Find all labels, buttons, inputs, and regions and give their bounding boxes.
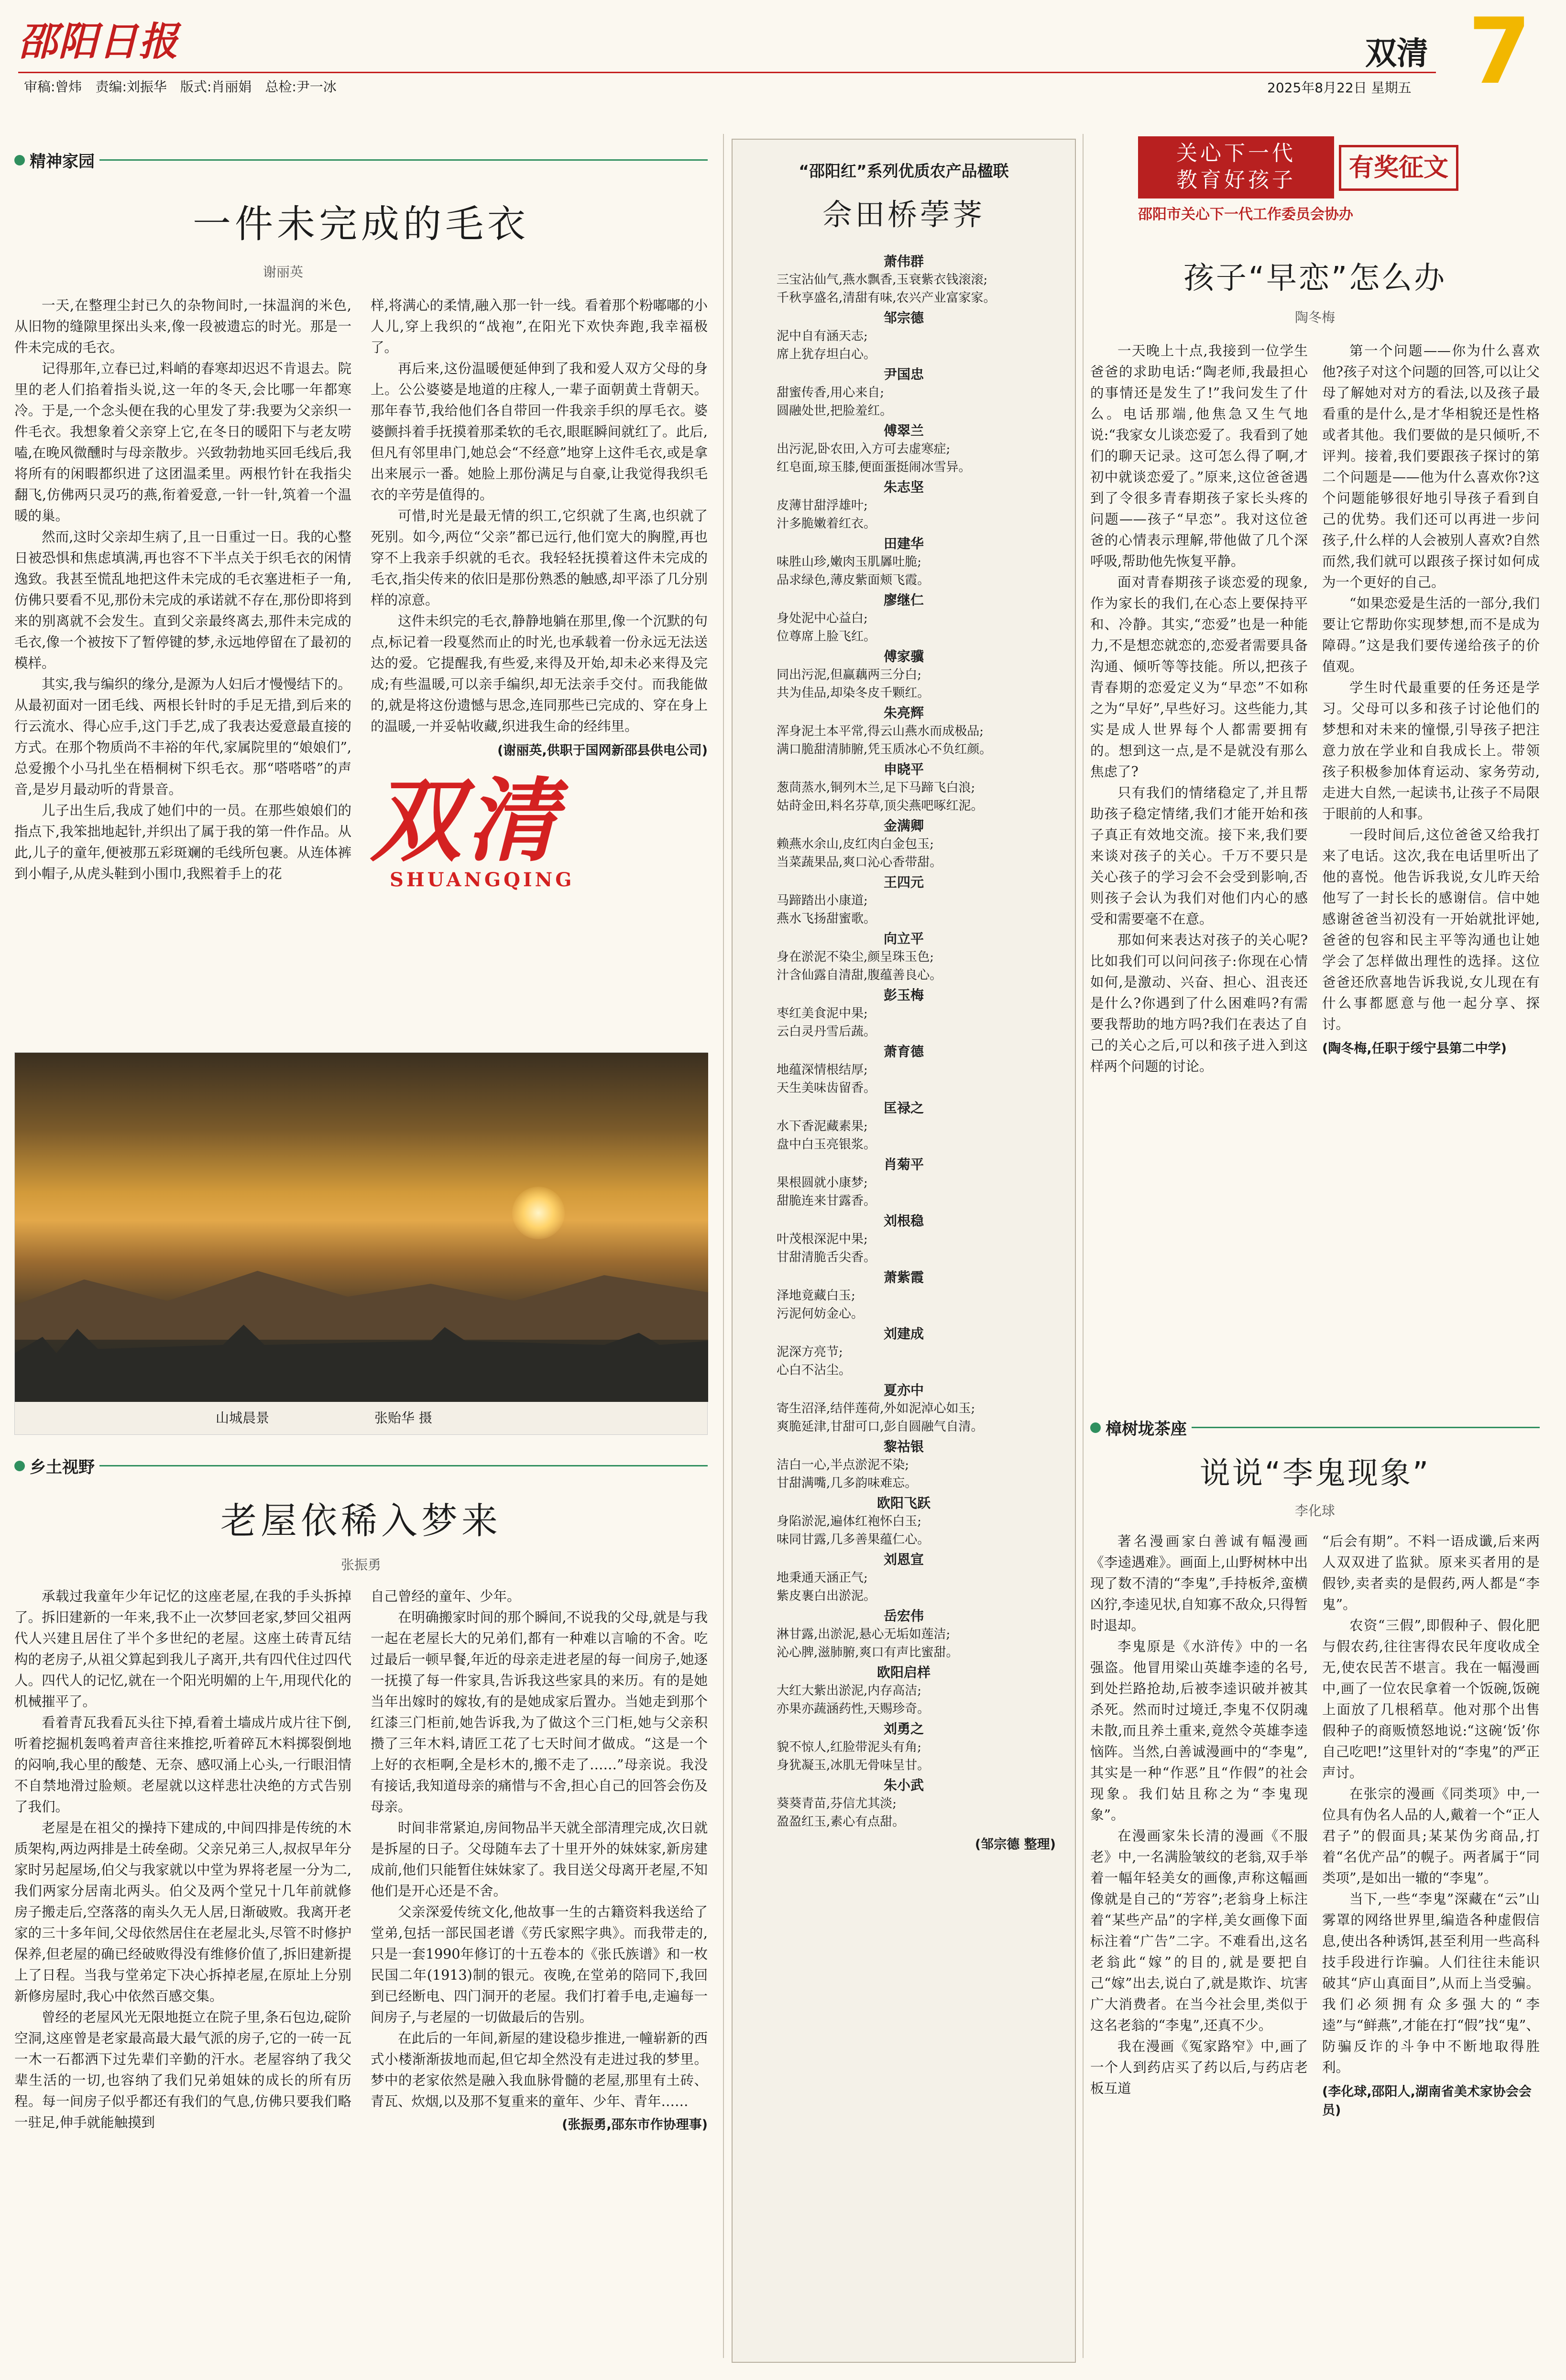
couplet-author: 夏亦中 (883, 1382, 924, 1398)
rule-left (723, 134, 724, 2358)
couplet-author: 傅翠兰 (883, 423, 924, 439)
banner-box (1138, 136, 1334, 198)
couplet-line: 身在淤泥不染尘,颜呈珠玉色; (777, 950, 934, 964)
couplet-line: 味同甘露,几多善果蕴仁心。 (777, 1532, 930, 1547)
couplet-author: 朱小武 (883, 1777, 924, 1793)
couplet-line: 亦果亦蔬涵药性,天赐珍奇。 (777, 1702, 930, 1716)
couplet-author: 朱亮辉 (883, 705, 924, 721)
couplet-entry (752, 253, 1056, 307)
article-author: 张振勇 (340, 1557, 381, 1573)
paragraph: 一段时间后,这位爸爸又给我打来了电话。这次,我在电话里听出了他的喜悦。他告诉我说,女儿昨天给他写了一封长长的感谢信。信中她感谢爸爸当初没有一开始就批评她,爸爸的包容和民主平等沟通也让她学会了怎样做出理性的选择。这位爸爸还欣喜地告诉我说,女儿现在有什么事都愿意与他一起分享、探讨。 (1322, 827, 1540, 1032)
column-jingshen (14, 148, 708, 172)
paragraph: 在张宗的漫画《同类项》中,一位具有伪名人品的人,戴着一个“正人君子”的假面具;某某伪劣商品,打着“名优产品”的幌子。两者属于“同类项”,是如出一辙的“李鬼”。 (1322, 1786, 1540, 1886)
couplet-line: 身犹凝玉,冰肌无骨味呈甘。 (777, 1758, 930, 1773)
paragraph: 第一个问题——你为什么喜欢他?孩子对这个问题的回答,可以让父母了解她对对方的看法,以及孩子最看重的是什么,是才华相貌还是性格或者其他。我们要做的是只倾听,不评判。接着,我们要跟孩子探讨的第二个问题是——他为什么喜欢你?这个问题能够很好地引导孩子看到自己的优势。我们还可以再进一步问孩子,什么样的人会被别人喜欢?自然而然,我们就可以跟孩子探讨如何成为一个更好的自己。 (1322, 343, 1540, 590)
column-dot-icon (14, 1461, 25, 1471)
couplet-line: 紫皮裹白出淤泥。 (777, 1589, 876, 1603)
couplet-line: 味胜山珍,嫩肉玉肌羼吐脆; (777, 555, 922, 569)
couplet-entry (752, 478, 1056, 533)
couplet-author: 萧伟群 (883, 253, 924, 269)
column-label: 精神家园 (30, 152, 95, 171)
page-number: 7 (1468, 0, 1532, 104)
paragraph: 父亲深爱传统文化,他故事一生的古籍资料我送给了堂弟,包括一部民国老谱《劳氏家熙字典》。而我带走的,只是一套1990年修订的十五卷本的《张氏族谱》和一枚民国二年(1913)制的银元。夜晚,在堂弟的陪同下,我回到已经断电、四门洞开的老屋。我们打着手电,走遍每一间房子,与老屋的一切做最后的告别。 (371, 1904, 708, 2025)
masthead-rule (18, 72, 1436, 73)
couplet-author: 欧阳飞跃 (876, 1495, 931, 1511)
paragraph: 那如何来表达对孩子的关心呢?比如我们可以问问孩子:你现在心情如何,是激动、兴奋、担心、沮丧还是什么?你遇到了什么困难吗?有需要我帮助的地方吗?我们在表达了自己的关心之后,可以和孩子进入到这样两个问题的讨论。 (1090, 932, 1308, 1074)
caption-text: 山城晨景 (216, 1410, 270, 1426)
paragraph: 这件未织完的毛衣,静静地躺在那里,像一个沉默的句点,标记着一段戛然而止的时光,也承载着一份永远无法送达的爱。它提醒我,有些爱,来得及开始,却未必来得及完成;有些温暖,可以亲手编织,却无法亲手交付。而我能做的,就是将这份遗憾与思念,连同那些已完成的、穿在身上的温暖,一并妥帖收藏,织进我生命的经纬里。 (371, 613, 708, 734)
landscape-photo (15, 1053, 708, 1402)
couplet-line: 地秉通天涵正气; (777, 1571, 868, 1585)
paragraph: 曾经的老屋风光无限地挺立在院子里,条石包边,碇阶空洞,这座曾是老家最高最大最气派的房子,它的一砖一瓦一木一石都洒下过先辈们辛勤的汗水。老屋容纳了我父辈生活的一切,也容纳了我们兄弟姐妹的成长的所有历程。每一间房子似乎都还有我们的气息,仿佛只要我们略一驻足,伸手就能触摸到 (14, 2009, 351, 2130)
couplet-line: 同出污泥,但赢藕两三分白; (777, 668, 922, 682)
article-author: 陶冬梅 (1294, 309, 1335, 325)
couplet-line: 燕水飞扬甜蜜歌。 (777, 912, 876, 926)
couplet-line: 爽脆延津,甘甜可口,彭自圆融气自清。 (777, 1420, 984, 1434)
section-name: 双清 (1365, 35, 1428, 72)
couplet-line: 甜脆连来甘露香。 (777, 1194, 876, 1208)
photo-frame (14, 1052, 708, 1435)
couplet-author: 彭玉梅 (883, 987, 924, 1003)
couplet-entry (752, 817, 1056, 871)
couplet-line: 水下香泥藏素果; (777, 1119, 868, 1134)
couplet-entry (752, 1720, 1056, 1774)
mountain-shape (15, 1254, 708, 1340)
sun-shape (512, 1187, 565, 1239)
article-author: 谢丽英 (263, 264, 304, 280)
article-li-gui (1090, 1416, 1540, 2118)
couplet-line: 汁含仙露自清甜,腹蕴善良心。 (777, 968, 942, 982)
couplet-author: 黎祜银 (883, 1439, 924, 1454)
couplets-title: 佘田桥荸荠 (822, 197, 985, 232)
couplet-list (752, 253, 1056, 1831)
couplet-entry (752, 1212, 1056, 1267)
couplet-line: 盘中白玉亮银浆。 (777, 1137, 876, 1152)
column-dot-icon (1090, 1422, 1101, 1433)
couplet-line: 地蕴深情根结厚; (777, 1063, 868, 1077)
couplet-entry (752, 648, 1056, 702)
couplets-pretitle: “邵阳红”系列优质农产品楹联 (799, 162, 1009, 180)
couplet-line: 圆融处世,把脸羞红。 (777, 404, 893, 418)
couplet-entry (752, 1551, 1056, 1605)
couplet-entry (752, 1494, 1056, 1549)
couplet-line: 甘甜满嘴,几多韵味难忘。 (777, 1476, 918, 1490)
couplet-line: 当菜蔬果品,爽口沁心香带甜。 (777, 855, 942, 870)
couplet-author: 岳宏伟 (883, 1608, 924, 1624)
paragraph: 承载过我童年少年记忆的这座老屋,在我的手头拆掉了。拆旧建新的一年来,我不止一次梦回老家,梦回父祖两代人兴建且居住了半个多世纪的老屋。这座土砖青瓦结构的老房子,从祖父算起到我儿子离开,共有四代住过四代人。四代人的记忆,就在一个阳光明媚的上午,用现代化的机械摧平了。 (14, 1588, 351, 1709)
couplet-line: 千秋享盛名,清甜有味,农兴产业富家家。 (777, 291, 996, 305)
couplets-credit: (邹宗德 整理) (975, 1837, 1056, 1852)
column-rule (99, 1465, 708, 1466)
paragraph: 儿子出生后,我成了她们中的一员。在那些娘娘们的指点下,我笨拙地起针,并织出了属于我的第一件作品。从此,儿子的童年,便被那五彩斑斓的毛线所包裹。从连体裤到小帽子,从虎头鞋到小围巾,我熙着手上的花 (14, 803, 351, 881)
couplet-line: 品求绿色,薄皮紫面颊飞霞。 (777, 573, 930, 587)
couplet-line: 沁心脾,滋肺腑,爽口有声比蜜甜。 (777, 1645, 959, 1660)
couplet-line: 洁白一心,半点淤泥不染; (777, 1458, 909, 1472)
paragraph: 著名漫画家白善诚有幅漫画《李逵遇难》。画面上,山野树林中出现了数不清的“李鬼”,手持板斧,蛮横凶狞,李逵见状,自知寡不敌众,只得暂时退却。 (1090, 1533, 1308, 1633)
paragraph: “如果恋爱是生活的一部分,我们要让它帮助你实现梦想,而不是成为障碍。”这是我们要传递给孩子的价值观。 (1322, 595, 1540, 674)
couplet-line: 赖燕水余山,皮红肉白金包玉; (777, 837, 934, 851)
couplet-line: 三宝沾仙气,燕水飘香,玉衰紫衣钱滚滚; (777, 273, 988, 287)
couplet-entry (752, 1268, 1056, 1323)
couplet-author: 刘根稳 (883, 1213, 924, 1229)
couplet-entry (752, 1607, 1056, 1662)
couplet-line: 位尊席上脸飞红。 (777, 629, 876, 644)
banner-sub: 邵阳市关心下一代工作委员会协办 (1138, 206, 1353, 223)
couplet-author: 王四元 (883, 874, 924, 890)
couplet-entry (752, 1156, 1056, 1210)
column-rule (1192, 1427, 1540, 1428)
article-author: 李化球 (1294, 1503, 1335, 1519)
paragraph: 自己曾经的童年、少年。 (371, 1588, 521, 1604)
article-title: 老屋依稀入梦来 (220, 1499, 502, 1542)
couplet-author: 田建华 (883, 536, 924, 551)
couplet-entry (752, 760, 1056, 815)
staff-4: 总检:尹一冰 (265, 79, 337, 95)
body-col-2 (371, 1586, 708, 2133)
paragraph: 在明确搬家时间的那个瞬间,不说我的父母,就是与我一起在老屋长大的兄弟们,都有一种难以言喻的不舍。吃过最后一顿早餐,年近的母亲走进老屋的每一间房子,她逐一抚摸了每一件家具,告诉我这些家具的来历。有的是她当年出嫁时的嫁妆,有的是她成家后置办。当她走到那个红漆三门柜前,她告诉我,为了做这个三门柜,她与父亲积攒了三年木料,请匠工花了七天时间才做成。“这是一个上好的衣柜啊,全是杉木的,搬不走了……”母亲说。我没有接话,我知道母亲的痛惜与不舍,担心自己的回答会伤及母亲。 (371, 1609, 708, 1815)
couplet-line: 出污泥,卧农田,入方可去虚寒症; (777, 442, 951, 456)
body-col-1 (1090, 1531, 1308, 2118)
couplet-line: 大红大紫出淤泥,内存高洁; (777, 1684, 922, 1698)
couplet-line: 枣红美食泥中果; (777, 1006, 868, 1021)
couplet-line: 云白灵丹雪后蔬。 (777, 1025, 876, 1039)
paragraph: 看着青瓦我看瓦头往下掉,看着土墙成片成片往下倒,听着挖掘机轰鸣着声音往来推挖,听着碎瓦木料掷裂倒地的闷响,我心里的酸楚、无奈、感叹涌上心头,一行眼泪情不自禁地滑过脸颊。老屋就以这样悲壮决绝的方式告别了我们。 (14, 1715, 351, 1815)
staff-3: 版式:肖丽娟 (180, 79, 252, 95)
couplet-line: 泥深方亮节; (777, 1345, 843, 1359)
couplet-line: 甜蜜传香,用心来自; (777, 386, 885, 400)
couplet-entry (752, 365, 1056, 420)
logo-cn: 双清 (371, 767, 562, 874)
paragraph: 再后来,这份温暖便延伸到了我和爱人双方父母的身上。公公婆婆是地道的庄稼人,一辈子面朝黄土背朝天。那年春节,我给他们各自带回一件我亲手织的厚毛衣。婆婆颤抖着手抚摸着那柔软的毛衣,眼眶瞬间就红了。此后,但凡有邻里串门,她总会“不经意”地穿上这件毛衣,或是拿出来展示一番。她脸上那份满足与自豪,让我觉得我织毛衣的辛劳是值得的。 (371, 361, 708, 503)
couplet-author: 尹国忠 (883, 366, 924, 382)
article-body (1090, 1531, 1540, 2118)
article-credit: (李化球,邵阳人,湖南省美术家协会会员) (1322, 2084, 1532, 2118)
couplet-line: 姑莳金田,料名芬草,顶尖燕吧啄红泥。 (777, 799, 984, 813)
couplet-line: 身陷淤泥,遍体红袍怀白玉; (777, 1514, 922, 1529)
paragraph: 在此后的一年间,新屋的建设稳步推进,一幢崭新的西式小楼渐渐拔地而起,但它却全然没有走进过我的梦里。梦中的老家依然是融入我血脉骨髓的老屋,那里有土砖、青瓦、炊烟,以及那不复重来的童年、少年、青年…… (371, 2030, 708, 2109)
couplet-entry (752, 930, 1056, 984)
couplet-entry (752, 1043, 1056, 1097)
couplet-line: 葱茼蒸水,铜列木兰,足下马蹄飞白浪; (777, 781, 975, 795)
article-credit: (张振勇,邵东市作协理事) (562, 2117, 708, 2132)
article-title: 孩子“早恋”怎么办 (1183, 261, 1447, 296)
couplet-author: 萧紫霞 (883, 1269, 924, 1285)
paragraph: 面对青春期孩子谈恋爱的现象,作为家长的我们,在心态上要保持平和、冷静。其实,“恋爱”也是一种能力,不是想恋就恋的,恋爱者需要具备沟通、倾听等等技能。所以,把孩子青春期的恋爱定义为“早恋”不如称之为“早好”,早些好习。这些能力,其实是成人世界每个人都需要拥有的。想到这一点,是不是就没有那么焦虑了? (1090, 574, 1308, 780)
staff-line (24, 77, 337, 96)
body-col-2 (1322, 341, 1540, 1077)
body-col-2 (371, 295, 708, 891)
couplet-entry (752, 1099, 1056, 1154)
rule-right (1083, 134, 1084, 2358)
column-zhangshu (1090, 1416, 1540, 1439)
couplet-line: 盈盈红玉,素心有点甜。 (777, 1815, 905, 1829)
paragraph: 在漫画家朱长清的漫画《不服老》中,一名满脸皱纹的老翁,双手举着一幅年轻美女的画像,声称这幅画像就是自己的“芳容”;老翁身上标注着“某些产品”的字样,美女画像下面标注着“广告”二字。不难看出,这名老翁此“嫁”的目的,就是要把自己“嫁”出去,说白了,就是欺诈、坑害广大消费者。在当今社会里,类似于这名老翁的“李鬼”,还真不少。 (1090, 1828, 1308, 2033)
couplet-line: 叶茂根深泥中果; (777, 1232, 868, 1246)
paragraph: 老屋是在祖父的操持下建成的,中间四排是传统的木质架构,两边两排是土砖垒砌。父亲兄弟三人,叔叔早年分家时另起屋场,伯父与我家就以中堂为界将老屋一分为二,我们两家分居南北两头。伯父及两个堂兄十几年前就修房子搬走后,空落落的南头久无人居,日渐破败。我离开老家的三十多年间,父母依然居住在老屋北头,尽管不时修护保养,但老屋的确已经破败得没有维修价值了,拆旧建新提上了日程。当我与堂弟定下决心拆掉老屋,在原址上分别新修房屋时,我心中依然百感交集。 (14, 1820, 351, 2004)
couplet-author: 刘勇之 (883, 1721, 924, 1737)
couplet-line: 汁多脆嫩着红衣。 (777, 517, 876, 531)
paragraph: 样,将满心的柔情,融入那一针一线。看着那个粉嘟嘟的小人儿,穿上我织的“战袍”,在阳光下欢快奔跑,我幸福极了。 (371, 298, 708, 355)
couplet-entry (752, 986, 1056, 1041)
essay-banner (1138, 136, 1482, 225)
paragraph: 只有我们的情绪稳定了,并且帮助孩子稳定情绪,我们才能开始和孩子真正有效地交流。接下来,我们要来谈对孩子的关心。千万不要只是关心孩子的学习会不会受到影响,否则孩子会认为我们对他们内心的感受和需要毫不在意。 (1090, 785, 1308, 927)
couplet-line: 满口脆甜清肺腑,凭玉质冰心不负红颜。 (777, 742, 992, 757)
column-dot-icon (14, 155, 25, 165)
banner-tag: 有奖征文 (1339, 145, 1458, 191)
couplet-line: 污泥何妨金心。 (777, 1307, 864, 1321)
logo-en: SHUANGQING (390, 869, 575, 891)
couplet-author: 向立平 (883, 931, 924, 947)
couplet-entry (752, 873, 1056, 928)
article-title: 一件未完成的毛衣 (193, 202, 529, 246)
couplet-line: 马蹄踏出小康道; (777, 893, 868, 908)
couplet-line: 貌不惊人,红脸带泥头有角; (777, 1740, 922, 1754)
couplet-line: 果根圆就小康梦; (777, 1176, 868, 1190)
couplet-entry (752, 1776, 1056, 1831)
couplet-author: 廖继仁 (883, 592, 924, 608)
couplet-entry (752, 1381, 1056, 1436)
paragraph: 一天,在整理尘封已久的杂物间时,一抹温润的米色,从旧物的缝隙里探出头来,像一段被遗忘的时光。那是一件未完成的毛衣。 (14, 298, 351, 355)
body-col-1 (14, 295, 351, 891)
photo-credit: 张贻华 摄 (374, 1410, 432, 1426)
couplet-entry (752, 535, 1056, 589)
paragraph: 当下,一些“李鬼”深藏在“云”山雾罩的网络世界里,编造各种虚假信息,使出各种诱饵,甚至利用一些高科技手段进行诈骗。人们往往未能识破其“庐山真面目”,从而上当受骗。我们必须拥有众多强大的“李逵”与“鲜燕”,才能在打“假”找“鬼”、防骗反诈的斗争中不断地取得胜利。 (1322, 1891, 1540, 2075)
article-body (1090, 341, 1540, 1077)
couplet-line: 身处泥中心益白; (777, 611, 868, 626)
couplet-entry (752, 1325, 1056, 1379)
body-col-2 (1322, 1531, 1540, 2118)
couplet-line: 葵葵青苗,芬信尤其淡; (777, 1796, 897, 1811)
paragraph: 时间非常紧迫,房间物品半天就全部清理完成,次日就是拆屋的日子。父母随车去了十里开外的妹妹家,新房建成前,他们只能暂住妹妹家了。我目送父母离开老屋,不知他们是开心还是不舍。 (371, 1820, 708, 1899)
couplet-author: 刘恩宣 (883, 1552, 924, 1567)
article-title: 说说“李鬼现象” (1199, 1456, 1431, 1491)
section-logo (371, 767, 708, 891)
couplet-author: 申晓平 (883, 761, 924, 777)
couplet-entry (752, 591, 1056, 646)
couplet-line: 浑身泥土本平常,得云山燕水而成极品; (777, 724, 984, 738)
column-label: 乡土视野 (30, 1458, 95, 1477)
banner-line-2: 教育好孩子 (1176, 168, 1296, 192)
paragraph: 农资“三假”,即假种子、假化肥与假农药,往往害得农民年度收成全无,使农民苦不堪言。我在一幅漫画中,画了一位农民拿着一个饭碗,饭碗上面放了几根稻草。他对那个出售假种子的商贩愤怒地说:“这碗‘饭’你自己吃吧!”这里针对的“李鬼”的严正声讨。 (1322, 1618, 1540, 1781)
article-body (14, 1586, 708, 2133)
article-old-house (14, 1454, 708, 2133)
body-col-1 (14, 1586, 351, 2133)
couplet-author: 金满卿 (883, 818, 924, 834)
paragraph: 学生时代最重要的任务还是学习。父母可以多和孩子讨论他们的梦想和对未来的憧憬,引导孩子把注意力放在学业和自我成长上。带领孩子积极参加体育运动、家务劳动,走进大自然,一起读书,让孩子不局限于眼前的人和事。 (1322, 680, 1540, 822)
couplet-author: 肖菊平 (883, 1157, 924, 1172)
couplet-line: 淋甘露,出淤泥,悬心无垢如莲洁; (777, 1627, 951, 1642)
couplet-line: 席上犹存坦白心。 (777, 347, 876, 362)
photo-caption (216, 1408, 432, 1427)
couplet-line: 寄生沼泽,结伴莲荷,外如泥淖心如玉; (777, 1401, 975, 1416)
article-body (14, 295, 708, 891)
banner-line-1: 关心下一代 (1176, 141, 1296, 165)
couplet-entry (752, 309, 1056, 364)
paragraph: “后会有期”。不料一语成谶,后来两人双双进了监狱。原来买者用的是假钞,卖者卖的是假药,两人都是“李鬼”。 (1322, 1533, 1540, 1612)
couplet-line: 共为佳品,却染冬皮千颗红。 (777, 686, 930, 700)
couplet-line: 甘甜清脆舌尖香。 (777, 1250, 876, 1265)
column-rule (99, 159, 708, 161)
couplet-line: 泥中自有涵天志; (777, 329, 868, 343)
couplet-entry (752, 1664, 1056, 1718)
paragraph: 我在漫画《冤家路窄》中,画了一个人到药店买了药以后,与药店老板互道 (1090, 2038, 1308, 2096)
body-col-1 (1090, 341, 1308, 1077)
couplet-author: 刘建成 (883, 1326, 924, 1342)
couplet-author: 萧育德 (883, 1044, 924, 1059)
couplet-line: 皮薄甘甜浮雄叶; (777, 498, 868, 513)
paragraph: 其实,我与编织的缘分,是源为人妇后才慢慢结下的。从最初面对一团毛线、两根长针时的手足无措,到后来的行云流水、得心应手,这门手艺,成了我表达爱意最直接的方式。在那个物质尚不丰裕的年代,家属院里的“娘娘们”,总爱搬个小马扎坐在梧桐树下织毛衣。那“嗒嗒嗒”的声音,是岁月最动听的背景音。 (14, 676, 351, 797)
couplet-line: 泽地竟藏白玉; (777, 1289, 855, 1303)
masthead-logo: 邵阳日报 (18, 19, 179, 65)
couplet-author: 朱志坚 (883, 479, 924, 495)
article-sweater (14, 148, 708, 891)
staff-1: 审稿:曾炜 (24, 79, 82, 95)
couplet-line: 天生美味齿留香。 (777, 1081, 876, 1095)
page-date: 2025年8月22日 星期五 (1267, 80, 1412, 96)
paragraph: 李鬼原是《水浒传》中的一名强盗。他冒用梁山英雄李逵的名号,到处拦路抢劫,后被李逵识破并被其杀死。然而时过境迁,李鬼不仅阴魂未散,而且养土重来,竟然令英雄李逵恼阵。当然,白善诚漫画中的“李鬼”,其实是一种“作恶”且“作假”的社会现象。我们姑且称之为“李鬼现象”。 (1090, 1639, 1308, 1823)
column-label: 樟树垅茶座 (1106, 1420, 1187, 1439)
couplet-line: 红皂面,琼玉膝,便面蛋挺闹冰雪异。 (777, 460, 971, 474)
couplet-author: 欧阳启样 (876, 1664, 931, 1680)
paragraph: 可惜,时光是最无情的织工,它织就了生离,也织就了死别。如今,两位“父亲”都已远行,他们宽大的胸膛,再也穿不上我亲手织就的毛衣。我轻轻抚摸着这件未完成的毛衣,指尖传来的依旧是那份熟悉的触感,却平添了几分别样的凉意。 (371, 508, 708, 608)
couplet-author: 邹宗德 (883, 310, 924, 326)
column-xiangtu (14, 1454, 708, 1477)
paragraph: 记得那年,立春已过,料峭的春寒却迟迟不肯退去。院里的老人们掐着指头说,这一年的冬天,会比哪一年都寒冷。于是,一个念头便在我的心里发了芽:我要为父亲织一件毛衣。我想象着父亲穿上它,在冬日的暖阳下与老友唠嗑,在晚风微醺时与母亲散步。兴致勃勃地买回毛线后,我将所有的闲暇都织进了这团温柔里。两根竹针在我指尖翻飞,仿佛两只灵巧的燕,衔着爱意,一针一针,筑着一个温暖的巢。 (14, 361, 351, 524)
article-early-love (1090, 253, 1540, 1077)
couplets-panel (732, 139, 1076, 2363)
couplet-entry (752, 1438, 1056, 1492)
couplet-line: 心白不沾尘。 (777, 1363, 852, 1377)
paragraph: 一天晚上十点,我接到一位学生爸爸的求助电话:“陶老师,我最担心的事情还是发生了!”我问发生了什么。电话那端,他焦急又生气地说:“我家女儿谈恋爱了。我看到了她们的聊天记录。这可怎么得了啊,才初中就谈恋爱了。”原来,这位爸爸遇到了令很多青春期孩子家长头疼的问题——孩子“早恋”。我对这位爸爸的心情表示理解,带他做了几个深呼吸,帮助他先恢复平静。 (1090, 343, 1308, 569)
article-credit: (谢丽英,供职于国网新邵县供电公司) (497, 743, 708, 758)
couplet-entry (752, 704, 1056, 759)
staff-2: 责编:刘振华 (95, 79, 167, 95)
couplet-author: 傅家骥 (883, 649, 924, 664)
article-credit: (陶冬梅,任职于绥宁县第二中学) (1322, 1041, 1507, 1056)
couplet-entry (752, 422, 1056, 476)
paragraph: 然而,这时父亲却生病了,且一日重过一日。我的心整日被恐惧和焦虑填满,再也容不下半点关于织毛衣的闲情逸致。我甚至慌乱地把这件未完成的毛衣塞进柜子一角,仿佛只要看不见,那份未完成的承诺就不存在,那份即将到来的别离就不会发生。直到父亲最终离去,那件未完成的毛衣,像一个被按下了暂停键的梦,永远地停留在了最初的模样。 (14, 529, 351, 671)
couplet-author: 匡禄之 (883, 1100, 924, 1116)
